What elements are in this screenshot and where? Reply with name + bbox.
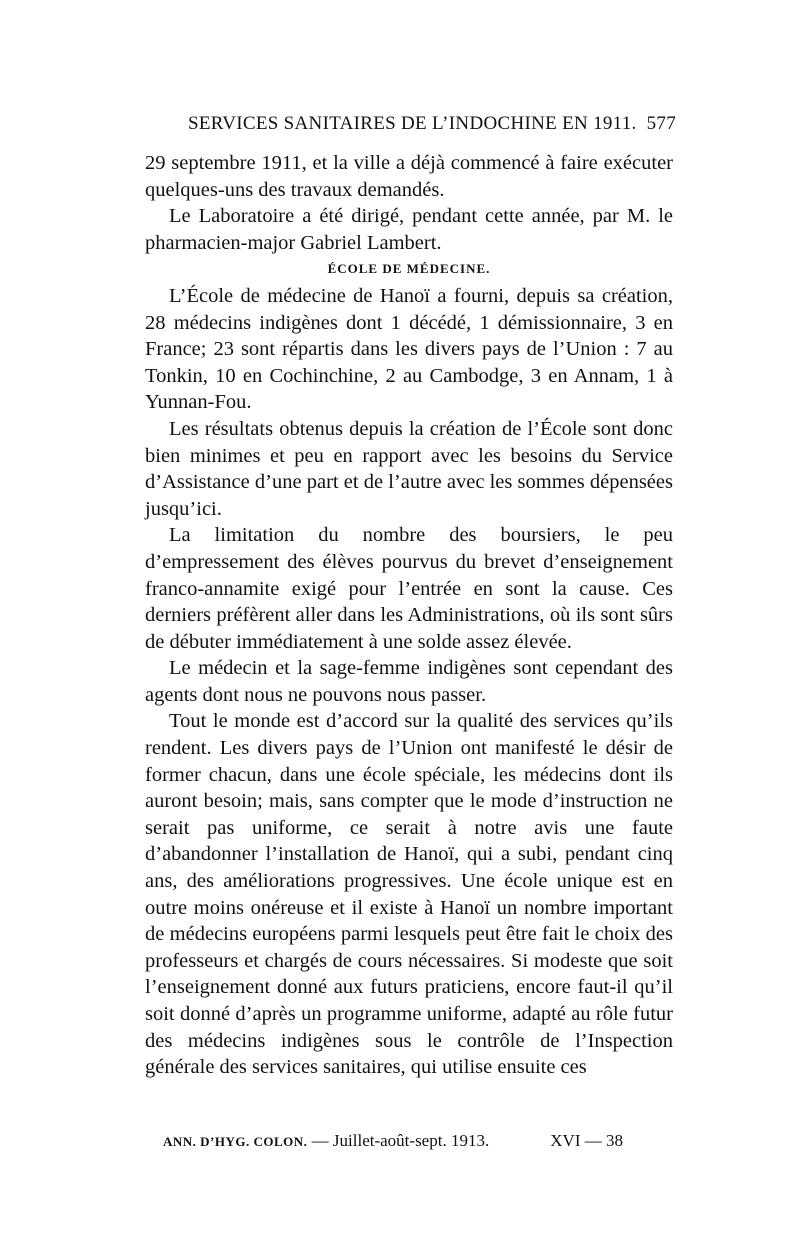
paragraph: Le Laboratoire a été dirigé, pendant cette année, par M. le pharmacien-major Gabriel Lambert.	[145, 205, 673, 254]
section-heading: ÉCOLE DE MÉDECINE.	[327, 261, 491, 277]
footer-dash: —	[311, 1131, 329, 1150]
paragraph: Les résultats obtenus depuis la création de l’École sont donc bien minimes et peu en rapport avec les besoins du Service d’Assistance d’une part et de l’autre avec les sommes dépensées jusqu’ici.	[145, 417, 673, 520]
running-title: SERVICES SANITAIRES DE L’INDOCHINE EN 1911.	[188, 113, 637, 134]
issue-date: Juillet-août-sept. 1913.	[332, 1131, 490, 1150]
footer	[163, 1131, 623, 1151]
page-number: 577	[646, 113, 676, 134]
paragraph: L’École de médecine de Hanoï a fourni, depuis sa création, 28 médecins indigènes dont 1 décédé, 1 démissionnaire, 3 en France; 23 sont répartis dans les divers pays de l’Union : 7 au Tonkin, 10 en Cochinchine, 2 au Cambodge, 3 en Annam, 1 à Yunnan-Fou.	[145, 284, 673, 414]
body-text	[145, 150, 673, 1081]
journal-abbreviation: ANN. D’HYG. COLON.	[163, 1134, 308, 1149]
signature-mark: XVI — 38	[550, 1131, 623, 1150]
paragraph: 29 septembre 1911, et la ville a déjà commencé à faire exécuter quelques-uns des travaux demandés.	[145, 152, 673, 201]
running-header	[188, 113, 676, 143]
paragraph: Le médecin et la sage-femme indigènes sont cependant des agents dont nous ne pouvons nous passer.	[145, 657, 673, 706]
paragraph: Tout le monde est d’accord sur la qualité des services qu’ils rendent. Les divers pays de l’Union ont manifesté le désir de former chacun, dans une école spéciale, les médecins dont ils auront besoin; mais, sans compter que le mode d’instruction ne serait pas uniforme, ce serait à notre avis une faute d’abandonner l’installation de Hanoï, qui a subi, pendant cinq ans, des améliorations progressives. Une école unique est en outre moins onéreuse et il existe à Hanoï un nombre important de médecins européens parmi lesquels peut être fait le choix des professeurs et chargés de cours nécessaires. Si modeste que soit l’enseignement donné aux futurs praticiens, encore faut-il qu’il soit donné d’après un programme uniforme, adapté au rôle futur des médecins indigènes sous le contrôle de l’Inspection générale des services sanitaires, qui utilise ensuite ces	[145, 710, 673, 1079]
paragraph: La limitation du nombre des boursiers, le peu d’empressement des élèves pourvus du brevet d’enseignement franco-annamite exigé pour l’entrée en sont la cause. Ces derniers préfèrent aller dans les Administrations, où ils sont sûrs de débuter immédiatement à une solde assez élevée.	[145, 524, 673, 653]
